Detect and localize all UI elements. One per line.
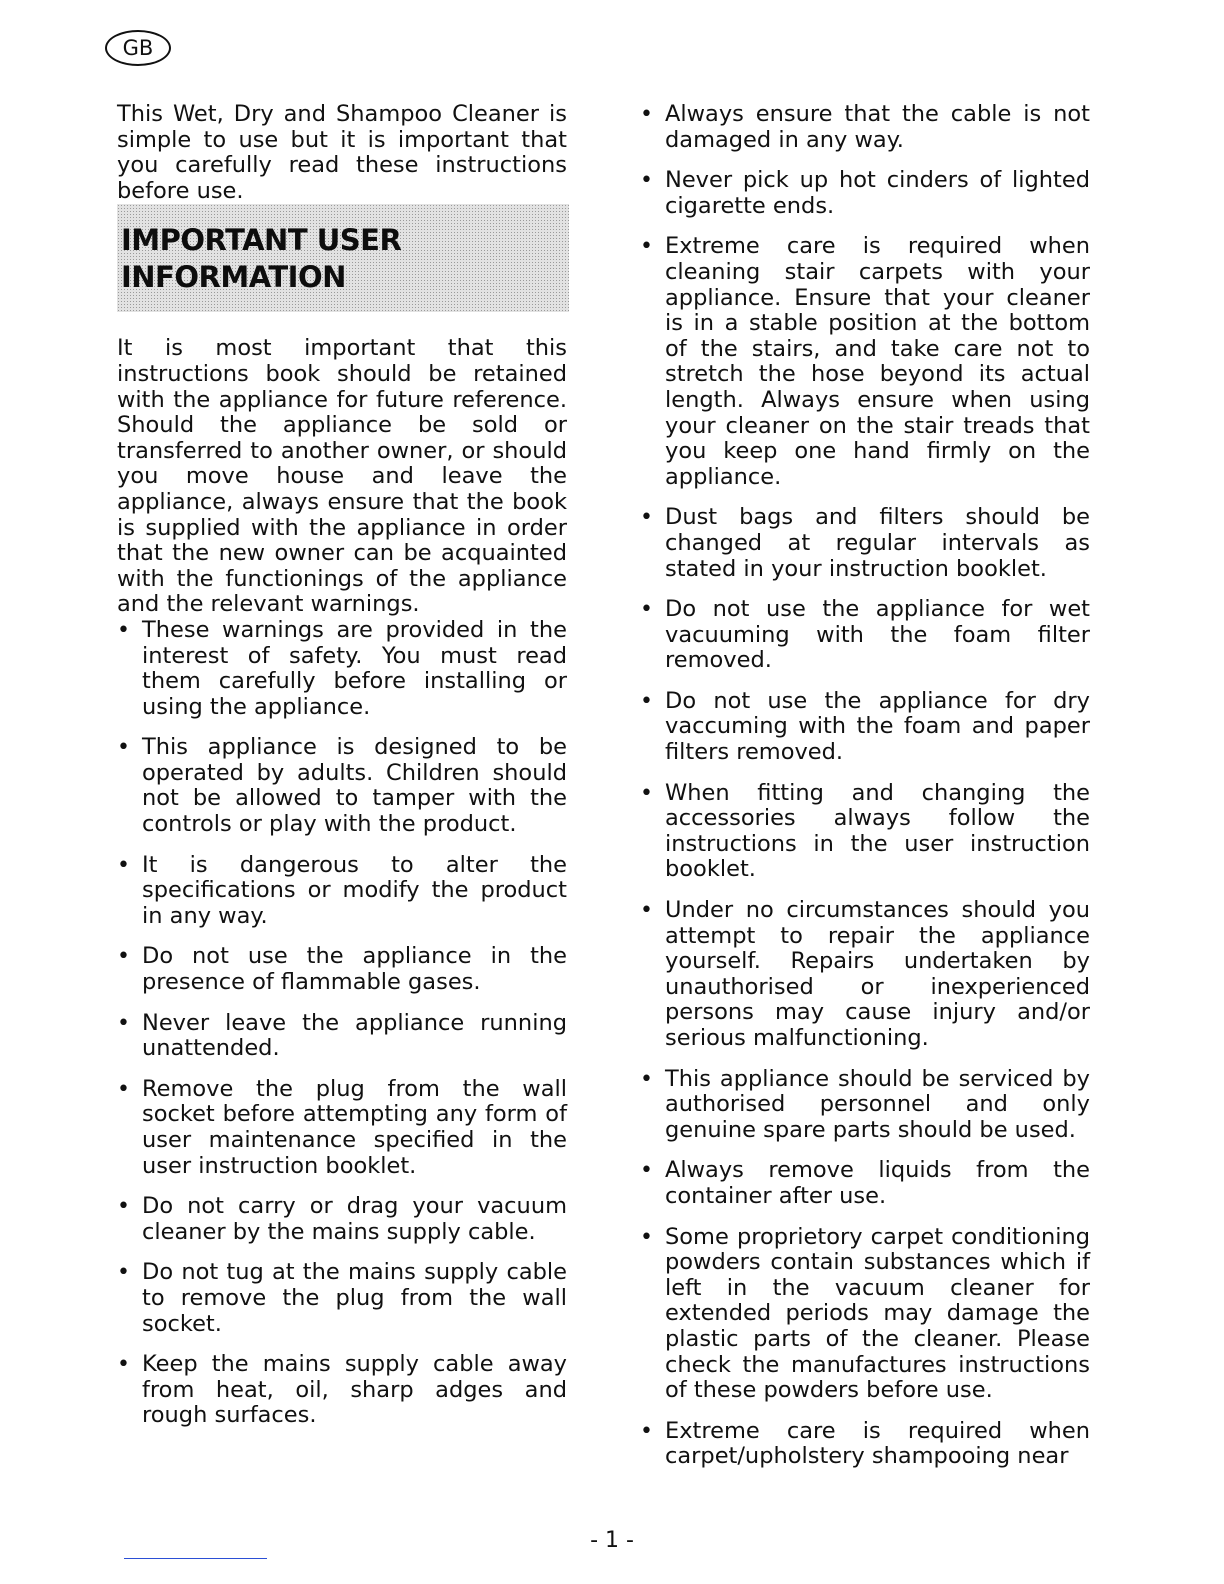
warning-item: • These warnings are provided in the interest of safety. You must read them carefully before installing or using the appliance. bbox=[117, 618, 567, 720]
intro-paragraph: This Wet, Dry and Shampoo Cleaner is simple to use but it is important that you carefully read these instructions before use. bbox=[117, 101, 567, 204]
warning-item: • Keep the mains supply cable away from heat, oil, sharp adges and rough surfaces. bbox=[117, 1352, 567, 1429]
warning-item: • Extreme care is required when carpet/upholstery shampooing near bbox=[640, 1419, 1090, 1470]
warning-item: • Do not use the appliance in the presence of flammable gases. bbox=[117, 944, 567, 995]
language-badge: GB bbox=[105, 30, 171, 66]
warning-list-right bbox=[640, 102, 1090, 1470]
page-number: - 1 - bbox=[590, 1528, 634, 1553]
warning-item: • Extreme care is required when cleaning stair carpets with your appliance. Ensure that your cleaner is in a stable position at the bottom of the stairs, and take care not to stretch the hose beyond its actual length. Always ensure when using your cleaner on the stair treads that you keep one hand firmly on the appliance. bbox=[640, 234, 1090, 490]
right-column bbox=[640, 102, 1090, 1485]
left-column bbox=[117, 102, 567, 1444]
warning-item: • Do not tug at the mains supply cable to remove the plug from the wall socket. bbox=[117, 1260, 567, 1337]
warning-item: • This appliance should be serviced by authorised personnel and only genuine spare parts should be used. bbox=[640, 1067, 1090, 1144]
warning-item: • Some proprietory carpet conditioning powders contain substances which if left in the vacuum cleaner for extended periods may damage the plastic parts of the cleaner. Please check the manufactures instructions of these powders before use. bbox=[640, 1225, 1090, 1404]
warning-item: • It is dangerous to alter the specifications or modify the product in any way. bbox=[117, 853, 567, 930]
footer-divider bbox=[124, 1558, 267, 1559]
warning-item: • Dust bags and filters should be changed at regular intervals as stated in your instruction booklet. bbox=[640, 505, 1090, 582]
retention-paragraph: It is most important that this instructions book should be retained with the appliance for future reference. Should the appliance be sold or transferred to another owner, or should you move house and leave the appliance, always ensure that the book is supplied with the appliance in order that the new owner can be acquainted with the functionings of the appliance and the relevant warnings. bbox=[117, 335, 567, 618]
warning-item: • Do not carry or drag your vacuum cleaner by the mains supply cable. bbox=[117, 1194, 567, 1245]
section-heading-box bbox=[117, 204, 569, 312]
warning-item: • When fitting and changing the accessories always follow the instructions in the user instruction booklet. bbox=[640, 781, 1090, 883]
warning-item: • Always remove liquids from the container after use. bbox=[640, 1158, 1090, 1209]
section-heading-line-1: IMPORTANT USER bbox=[121, 223, 402, 258]
warning-item: • Never leave the appliance running unattended. bbox=[117, 1011, 567, 1062]
section-heading-line-2: INFORMATION bbox=[121, 260, 346, 295]
warning-item: • Do not use the appliance for dry vaccuming with the foam and paper filters removed. bbox=[640, 689, 1090, 766]
warning-item: • Never pick up hot cinders of lighted cigarette ends. bbox=[640, 168, 1090, 219]
warning-item: • Under no circumstances should you attempt to repair the appliance yourself. Repairs undertaken by unauthorised or inexperienced persons may cause injury and/or serious malfunctioning. bbox=[640, 898, 1090, 1052]
warning-item: • Remove the plug from the wall socket before attempting any form of user maintenance specified in the user instruction booklet. bbox=[117, 1077, 567, 1179]
warning-item: • This appliance is designed to be operated by adults. Children should not be allowed to tamper with the controls or play with the product. bbox=[117, 735, 567, 837]
warning-item: • Always ensure that the cable is not damaged in any way. bbox=[640, 102, 1090, 153]
warning-item: • Do not use the appliance for wet vacuuming with the foam filter removed. bbox=[640, 597, 1090, 674]
warning-list-left bbox=[117, 618, 567, 1429]
